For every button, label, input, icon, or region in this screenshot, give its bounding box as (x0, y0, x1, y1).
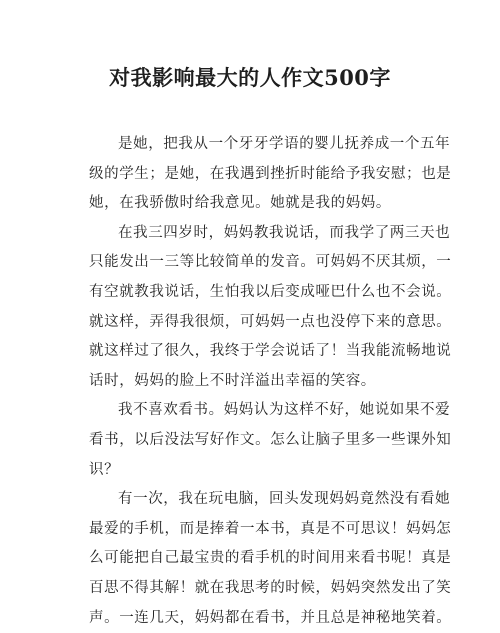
article-title: 对我影响最大的人作文500字 (0, 62, 500, 92)
text-line: 就这样，弄得我很烦，可妈妈一点也没停下来的意思。 (89, 308, 415, 338)
text-line: 我不喜欢看书。妈妈认为这样不好，她说如果不爱 (89, 396, 415, 426)
text-line: 有空就教我说话，生怕我以后变成哑巴什么也不会说。 (89, 278, 415, 308)
text-line: 级的学生；是她，在我遇到挫折时能给予我安慰；也是 (89, 160, 415, 190)
text-line: 她，在我骄傲时给我意见。她就是我的妈妈。 (89, 189, 415, 219)
text-line: 看书，以后没法写好作文。怎么让脑子里多一些课外知 (89, 426, 415, 456)
text-line: 有一次，我在玩电脑，回头发现妈妈竟然没有看她 (89, 485, 415, 515)
article-body (89, 130, 415, 633)
text-line: 话时，妈妈的脸上不时洋溢出幸福的笑容。 (89, 367, 415, 397)
text-line: 最爱的手机，而是捧着一本书，真是不可思议！妈妈怎 (89, 515, 415, 545)
text-line: 是她，把我从一个牙牙学语的婴儿抚养成一个五年 (89, 130, 415, 160)
text-line: 只能发出一三等比较简单的发音。可妈妈不厌其烦，一 (89, 248, 415, 278)
text-line: 识？ (89, 456, 415, 486)
text-line: 在我三四岁时，妈妈教我说话，而我学了两三天也 (89, 219, 415, 249)
text-line: 百思不得其解！就在我思考的时候，妈妈突然发出了笑 (89, 574, 415, 604)
text-line: 声。一连几天，妈妈都在看书，并且总是神秘地笑着。 (89, 604, 415, 633)
text-line: 么可能把自己最宝贵的看手机的时间用来看书呢！真是 (89, 544, 415, 574)
text-line: 就这样过了很久，我终于学会说话了！当我能流畅地说 (89, 337, 415, 367)
